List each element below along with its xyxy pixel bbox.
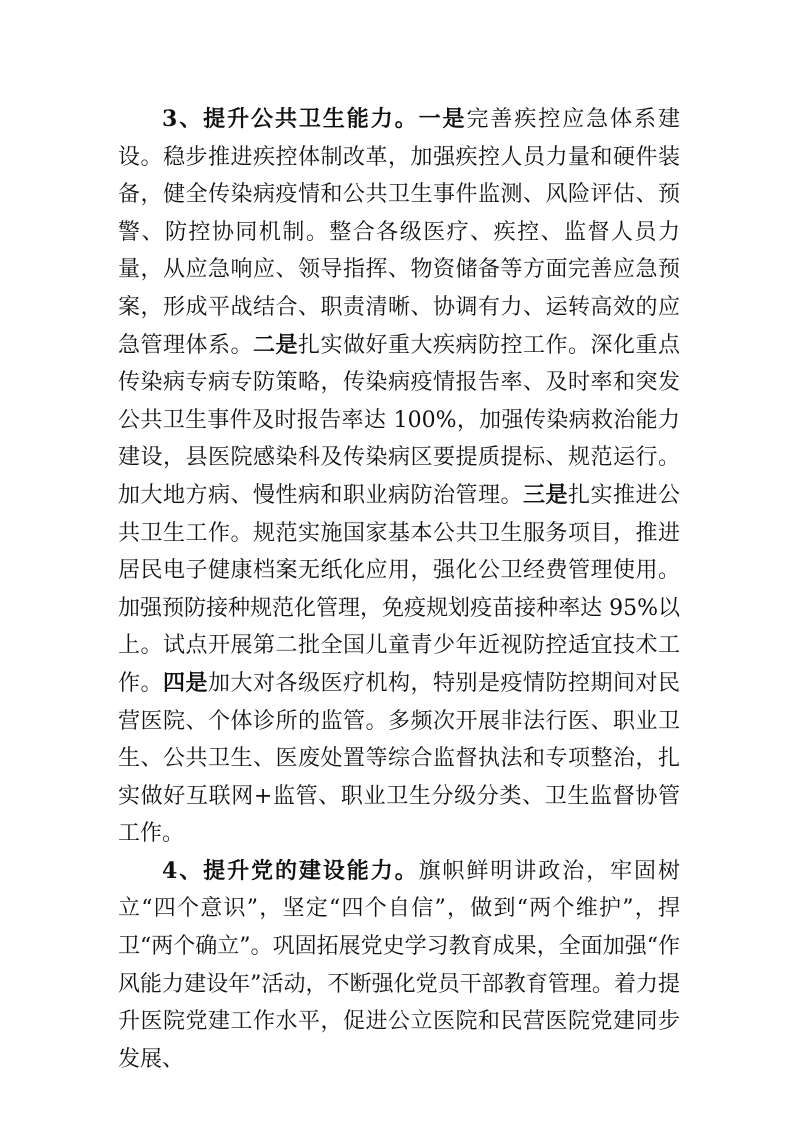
document-body [118,101,680,1078]
text-fourth: 加大对各级医疗机构，特别是疫情防控期间对民营医院、个体诊所的监管。多频次开展非法行医、职业卫生、公共卫生、医废处置等综合监督执法和专项整治，扎实做好互联网+监管、职业卫生分级分类、卫生监督协管工作。 [118,670,680,847]
marker-fourth: 四是 [163,669,208,696]
section-4-heading: 4、提升党的建设能力。 [162,857,419,884]
paragraph-section-3 [118,101,680,853]
marker-second: 二是 [253,331,298,358]
paragraph-section-4 [118,853,680,1079]
section-3-heading: 3、提升公共卫生能力。 [162,106,419,132]
section-4-text: 旗帜鲜明讲政治，牢固树立“四个意识”，坚定“四个自信”，做到“两个维护”，捍卫“两个确立”。巩固拓展党史学习教育成果，全面加强“作风能力建设年”活动，不断强化党员干部教育管理。着力提升医院党建工作水平，促进公立医院和民营医院党建同步发展、 [118,858,680,1072]
text-third: 扎实推进公共卫生工作。规范实施国家基本公共卫生服务项目，推进居民电子健康档案无纸化应用，强化公卫经费管理使用。加强预防接种规范化管理，免疫规划疫苗接种率达 95%以上。试点开展第二批全国儿童青少年近视防控适宜技术工作。 [118,482,680,696]
marker-first: 一是 [418,106,467,132]
marker-third: 三是 [522,481,568,508]
text-second: 扎实做好重大疾病防控工作。深化重点传染病专病专防策略，传染病疫情报告率、及时率和突发公共卫生事件及时报告率达 100%，加强传染病救治能力建设，县医院感染科及传染病区要提质提标、规范运行。加大地方病、慢性病和职业病防治管理。 [118,332,680,508]
text-first: 完善疾控应急体系建设。稳步推进疾控体制改革，加强疾控人员力量和硬件装备，健全传染病疫情和公共卫生事件监测、风险评估、预警、防控协同机制。整合各级医疗、疾控、监督人员力量，从应急响应、领导指挥、物资储备等方面完善应急预案，形成平战结合、职责清晰、协调有力、运转高效的应急管理体系。 [118,107,680,358]
